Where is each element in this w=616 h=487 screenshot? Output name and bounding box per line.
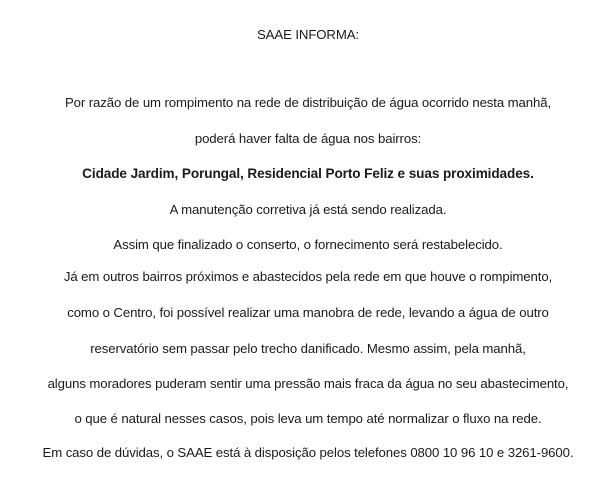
- notice-line: como o Centro, foi possível realizar uma manobra de rede, levando a água de outro: [67, 305, 549, 320]
- notice-line: poderá haver falta de água nos bairros:: [194, 131, 422, 146]
- notice-line: Assim que finalizado o conserto, o fornecimento será restabelecido.: [113, 237, 503, 252]
- notice-line: Já em outros bairros próximos e abastecidos pela rede em que houve o rompimento,: [63, 269, 553, 284]
- affected-neighborhoods: Cidade Jardim, Porungal, Residencial Porto Feliz e suas proximidades.: [82, 166, 534, 181]
- notice-line: alguns moradores puderam sentir uma pressão mais fraca da água no seu abastecimento,: [47, 376, 569, 391]
- notice-line: Por razão de um rompimento na rede de distribuição de água ocorrido nesta manhã,: [64, 95, 552, 110]
- notice-line: reservatório sem passar pelo trecho danificado. Mesmo assim, pela manhã,: [90, 341, 526, 356]
- contact-line: Em caso de dúvidas, o SAAE está à disposição pelos telefones 0800 10 96 10 e 3261-9600.: [42, 445, 574, 460]
- notice-title: SAAE INFORMA:: [256, 27, 360, 42]
- notice-line: A manutenção corretiva já está sendo realizada.: [169, 202, 447, 217]
- notice-line: o que é natural nesses casos, pois leva um tempo até normalizar o fluxo na rede.: [74, 411, 542, 426]
